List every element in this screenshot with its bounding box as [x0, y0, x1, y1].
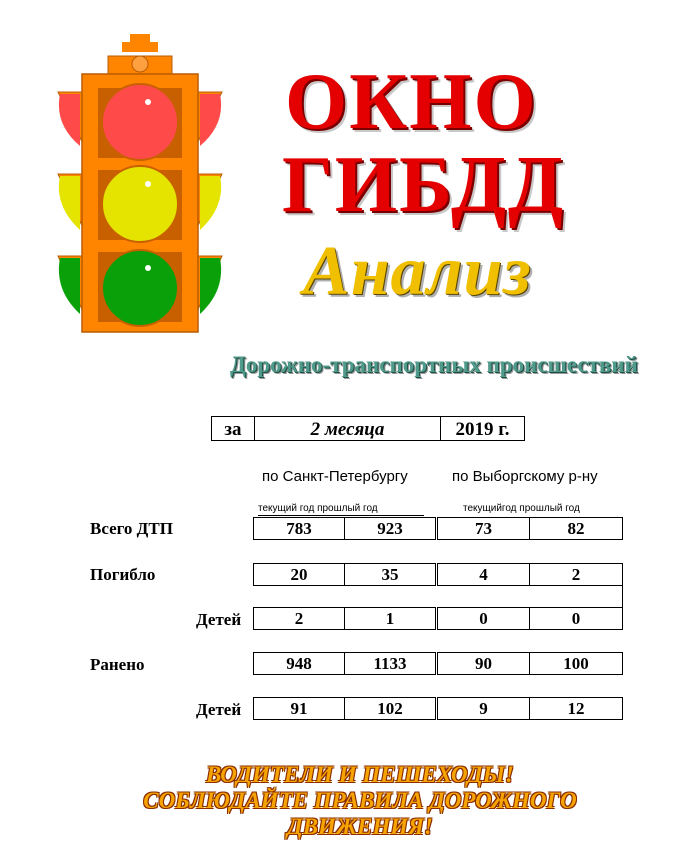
- cell-killed-children-spb-current: 2: [253, 607, 345, 630]
- cell-killed-vyb-current: 4: [437, 563, 530, 586]
- region-vyborg-header: по Выборгскому р-ну: [452, 468, 598, 485]
- period-value: 2 месяца: [254, 416, 441, 441]
- period-prefix: за: [211, 416, 255, 441]
- footer-line-3: ДВИЖЕНИЯ!: [287, 814, 433, 839]
- divider: [622, 585, 623, 607]
- footer-slogan: [60, 762, 660, 840]
- cell-injured-children-vyb-previous: 12: [529, 697, 623, 720]
- title-analiz: Анализ: [303, 233, 532, 310]
- cell-injured-spb-current: 948: [253, 652, 345, 675]
- cell-total-spb-previous: 923: [344, 517, 436, 540]
- cell-injured-children-vyb-current: 9: [437, 697, 530, 720]
- row-label-killed-children: Детей: [196, 610, 242, 629]
- row-label-injured: Ранено: [90, 655, 145, 674]
- traffic-light-icon: [50, 34, 230, 334]
- cell-total-spb-current: 783: [253, 517, 345, 540]
- region-spb-header: по Санкт-Петербургу: [262, 468, 408, 485]
- cell-killed-spb-current: 20: [253, 563, 345, 586]
- subtitle: Дорожно-транспортных происшествий: [230, 352, 638, 377]
- title-okno: ОКНО: [285, 58, 538, 146]
- cell-killed-vyb-previous: 2: [529, 563, 623, 586]
- title-gibdd: ГИБДД: [282, 141, 566, 229]
- row-label-killed: Погибло: [90, 565, 156, 584]
- cell-killed-children-vyb-current: 0: [437, 607, 530, 630]
- cell-injured-children-spb-previous: 102: [344, 697, 436, 720]
- footer-line-2: СОБЛЮДАЙТЕ ПРАВИЛА ДОРОЖНОГО: [143, 788, 577, 813]
- cell-killed-children-spb-previous: 1: [344, 607, 436, 630]
- period-year: 2019 г.: [440, 416, 525, 441]
- cell-injured-children-spb-current: 91: [253, 697, 345, 720]
- cell-injured-vyb-current: 90: [437, 652, 530, 675]
- row-label-total: Всего ДТП: [90, 519, 173, 538]
- cell-total-vyb-current: 73: [437, 517, 530, 540]
- cell-killed-spb-previous: 35: [344, 563, 436, 586]
- cell-injured-vyb-previous: 100: [529, 652, 623, 675]
- cell-killed-children-vyb-previous: 0: [529, 607, 623, 630]
- spb-column-headers: текущий год прошлый год: [258, 503, 424, 516]
- footer-line-1: ВОДИТЕЛИ И ПЕШЕХОДЫ!: [206, 762, 514, 787]
- vyborg-column-headers: текущийгод прошлый год: [463, 503, 580, 514]
- cell-total-vyb-previous: 82: [529, 517, 623, 540]
- row-label-injured-children: Детей: [196, 700, 242, 719]
- cell-injured-spb-previous: 1133: [344, 652, 436, 675]
